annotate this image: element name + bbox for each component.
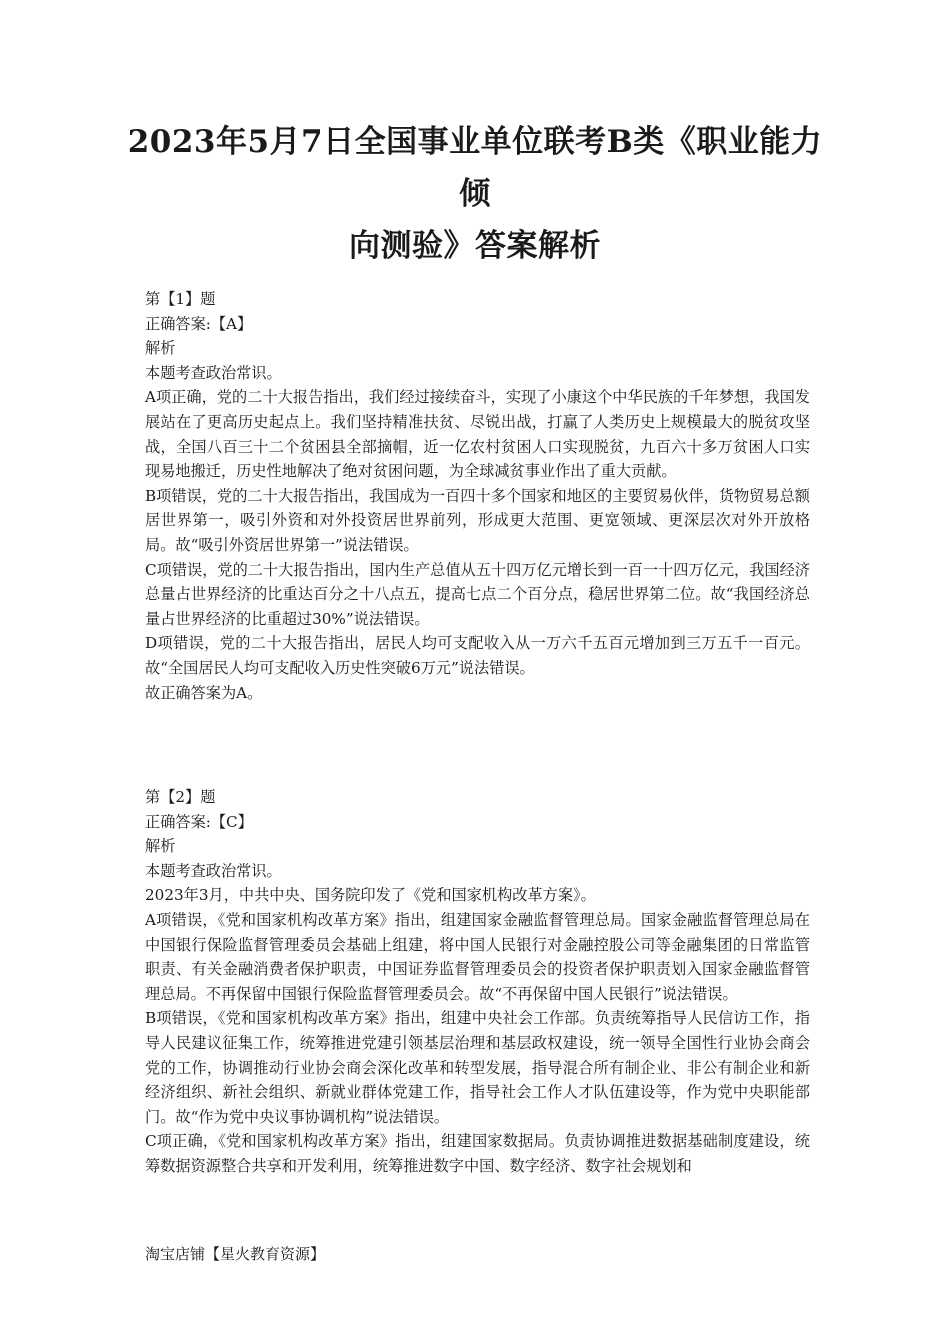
correct-answer: 正确答案:【A】 [145, 314, 253, 333]
paragraph: 2023年3月，中共中央、国务院印发了《党和国家机构改革方案》。 [145, 886, 596, 905]
paragraph: C项正确，《党和国家机构改革方案》指出，组建国家数据局。负责协调推进数据基础制度建设，统筹数据资源整合共享和开发利用，统筹推进数字中国、数字经济、数字社会规划和 [145, 1132, 810, 1175]
paragraph: D项错误，党的二十大报告指出，居民人均可支配收入从一万六千五百元增加到三万五千一百元。故“全国居民人均可支配收入历史性突破6万元”说法错误。 [145, 634, 810, 677]
question-1 [145, 287, 810, 705]
question-number: 第【1】题 [145, 290, 216, 308]
paragraph: 本题考查政治常识。 [145, 363, 282, 382]
conclusion: 故正确答案为A。 [145, 683, 263, 702]
paragraph: A项正确，党的二十大报告指出，我们经过接续奋斗，实现了小康这个中华民族的千年梦想，我国发展站在了更高历史起点上。我们坚持精准扶贫、尽锐出战，打赢了人类历史上规模最大的脱贫攻坚战，全国八百三十二个贫困县全部摘帽，近一亿农村贫困人口实现脱贫，九百六十多万贫困人口实现易地搬迁，历史性地解决了绝对贫困问题，为全球减贫事业作出了重大贡献。 [145, 388, 810, 481]
question-number: 第【2】题 [145, 788, 216, 806]
analysis-label: 解析 [145, 837, 176, 856]
paragraph: B项错误，党的二十大报告指出，我国成为一百四十多个国家和地区的主要贸易伙伴，货物贸易总额居世界第一，吸引外资和对外投资居世界前列，形成更大范围、更宽领域、更深层次对外开放格局。故“吸引外资居世界第一”说法错误。 [145, 486, 810, 554]
title-line-2: 向测验》答案解析 [349, 228, 601, 264]
question-2 [145, 785, 810, 1179]
document-title [125, 116, 825, 272]
paragraph: C项错误，党的二十大报告指出，国内生产总值从五十四万亿元增长到一百一十四万亿元，我国经济总量占世界经济的比重达百分之十八点五，提高七点二个百分点，稳居世界第二位。故“我国经济总量占世界经济的比重超过30%”说法错误。 [145, 560, 810, 628]
paragraph: B项错误，《党和国家机构改革方案》指出，组建中央社会工作部。负责统筹指导人民信访工作，指导人民建议征集工作，统筹推进党建引领基层治理和基层政权建设，统一领导全国性行业协会商会党的工作，协调推动行业协会商会深化改革和转型发展，指导混合所有制企业、非公有制企业和新经济组织、新社会组织、新就业群体党建工作，指导社会工作人才队伍建设等，作为党中央职能部门。故“作为党中央议事协调机构”说法错误。 [145, 1009, 810, 1126]
correct-answer: 正确答案:【C】 [145, 812, 253, 831]
paragraph: A项错误，《党和国家机构改革方案》指出，组建国家金融监督管理总局。国家金融监督管理总局在中国银行保险监督管理委员会基础上组建，将中国人民银行对金融控股公司等金融集团的日常监管职责、有关金融消费者保护职责，中国证券监督管理委员会的投资者保护职责划入国家金融监督管理总局。不再保留中国银行保险监督管理委员会。故“不再保留中国人民银行”说法错误。 [145, 910, 810, 1003]
analysis-label: 解析 [145, 339, 176, 358]
footer-text: 淘宝店铺【星火教育资源】 [145, 1245, 326, 1263]
title-line-1: 2023年5月7日全国事业单位联考B类《职业能力倾 [127, 124, 823, 212]
paragraph: 本题考查政治常识。 [145, 861, 282, 880]
